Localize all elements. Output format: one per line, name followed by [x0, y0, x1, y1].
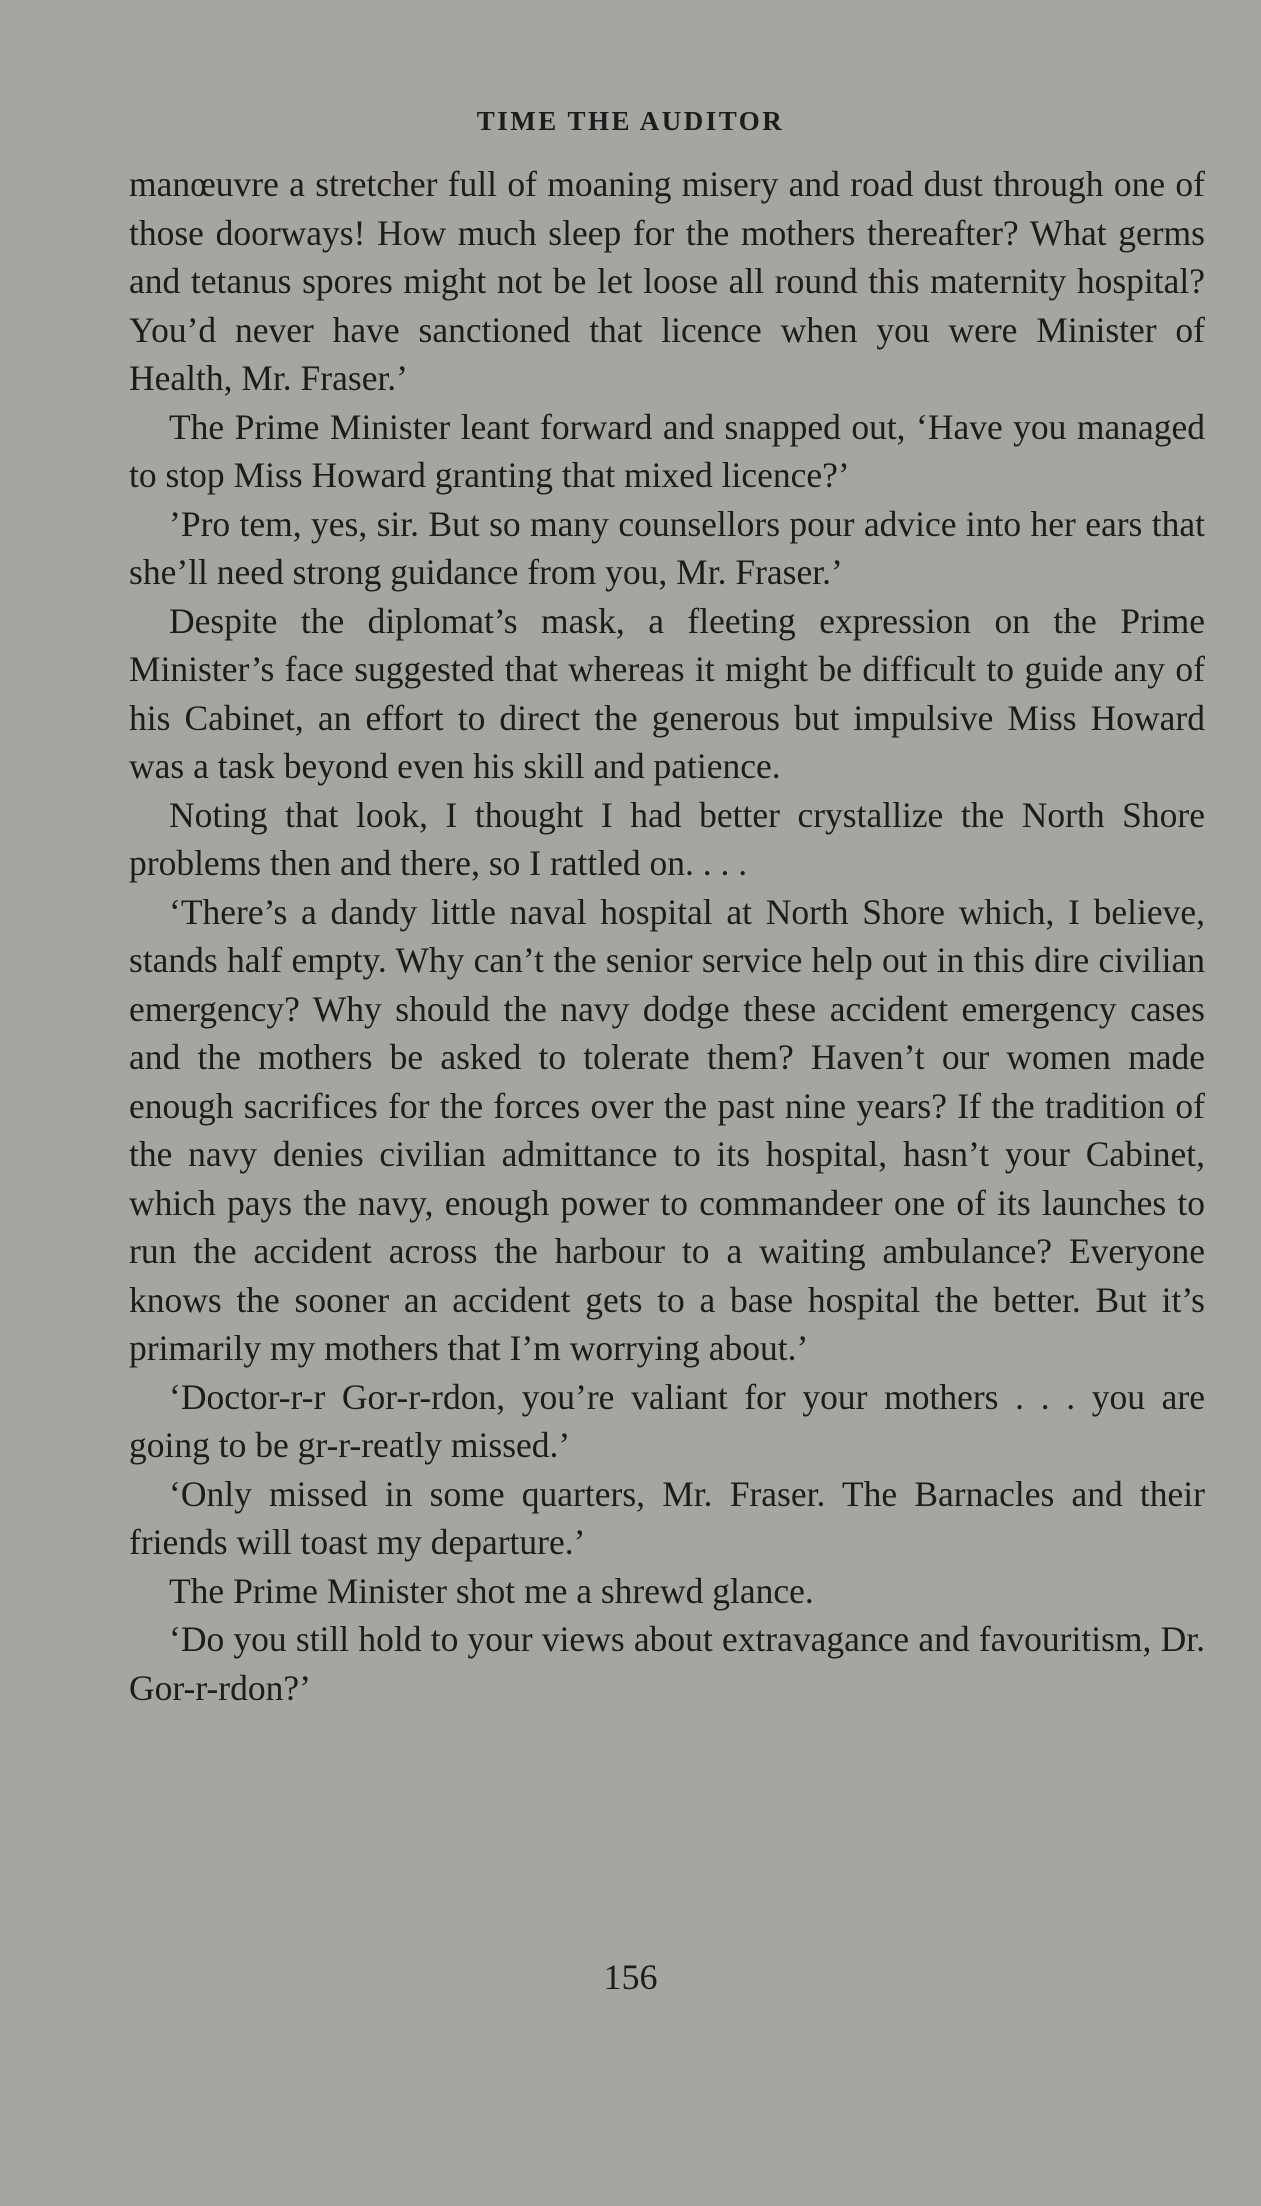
paragraph-5: Noting that look, I thought I had better crystallize the North Shore problems then and there, so I rattled on. . . . — [129, 794, 1205, 883]
paragraph-8: ‘Only missed in some quarters, Mr. Fraser. The Barnacles and their friends will toast my departure.’ — [129, 1473, 1205, 1562]
paragraph-6: ‘There’s a dandy little naval hospital at North Shore which, I believe, stands half empty. Why can’t the senior service help out in this dire civilian emergency? Why should the navy dodge these accident emergency cases and the mothers be asked to tolerate them? Haven’t our women made enough sacrifices for the forces over the past nine years? If the tradition of the navy denies civilian admittance to its hospital, hasn’t your Cabinet, which pays the navy, enough power to commandeer one of its launches to run the accident across the harbour to a waiting ambulance? Everyone knows the sooner an accident gets to a base hospital the better. But it’s primarily my mothers that I’m worrying about.’ — [129, 891, 1205, 1368]
paragraph-9: The Prime Minister shot me a shrewd glance. — [169, 1570, 814, 1611]
paragraph-3: ’Pro tem, yes, sir. But so many counsellors pour advice into her ears that she’ll need strong guidance from you, Mr. Fraser.’ — [129, 503, 1205, 592]
paragraph-10: ‘Do you still hold to your views about extravagance and favouritism, Dr. Gor-r-rdon?’ — [129, 1619, 1205, 1708]
paragraph-1: manœuvre a stretcher full of moaning misery and road dust through one of those doorways! How much sleep for the mothers thereafter? What germs and tetanus spores might not be let loose all round this maternity hospital? You’d never have sanctioned that licence when you were Minister of Health, Mr. Fraser.’ — [129, 164, 1205, 398]
body-text — [129, 160, 1205, 1712]
running-head: TIME THE AUDITOR — [476, 106, 785, 136]
paragraph-4: Despite the diplomat’s mask, a fleeting expression on the Prime Minister’s face suggested that whereas it might be difficult to guide any of his Cabinet, an effort to direct the generous but impulsive Miss Howard was a task beyond even his skill and patience. — [129, 600, 1205, 786]
paragraph-2: The Prime Minister leant forward and snapped out, ‘Have you managed to stop Miss Howard granting that mixed licence?’ — [129, 406, 1205, 495]
page-number: 156 — [603, 1957, 658, 1997]
paragraph-7: ‘Doctor-r-r Gor-r-rdon, you’re valiant for your mothers . . . you are going to be gr-r-reatly missed.’ — [129, 1376, 1205, 1465]
